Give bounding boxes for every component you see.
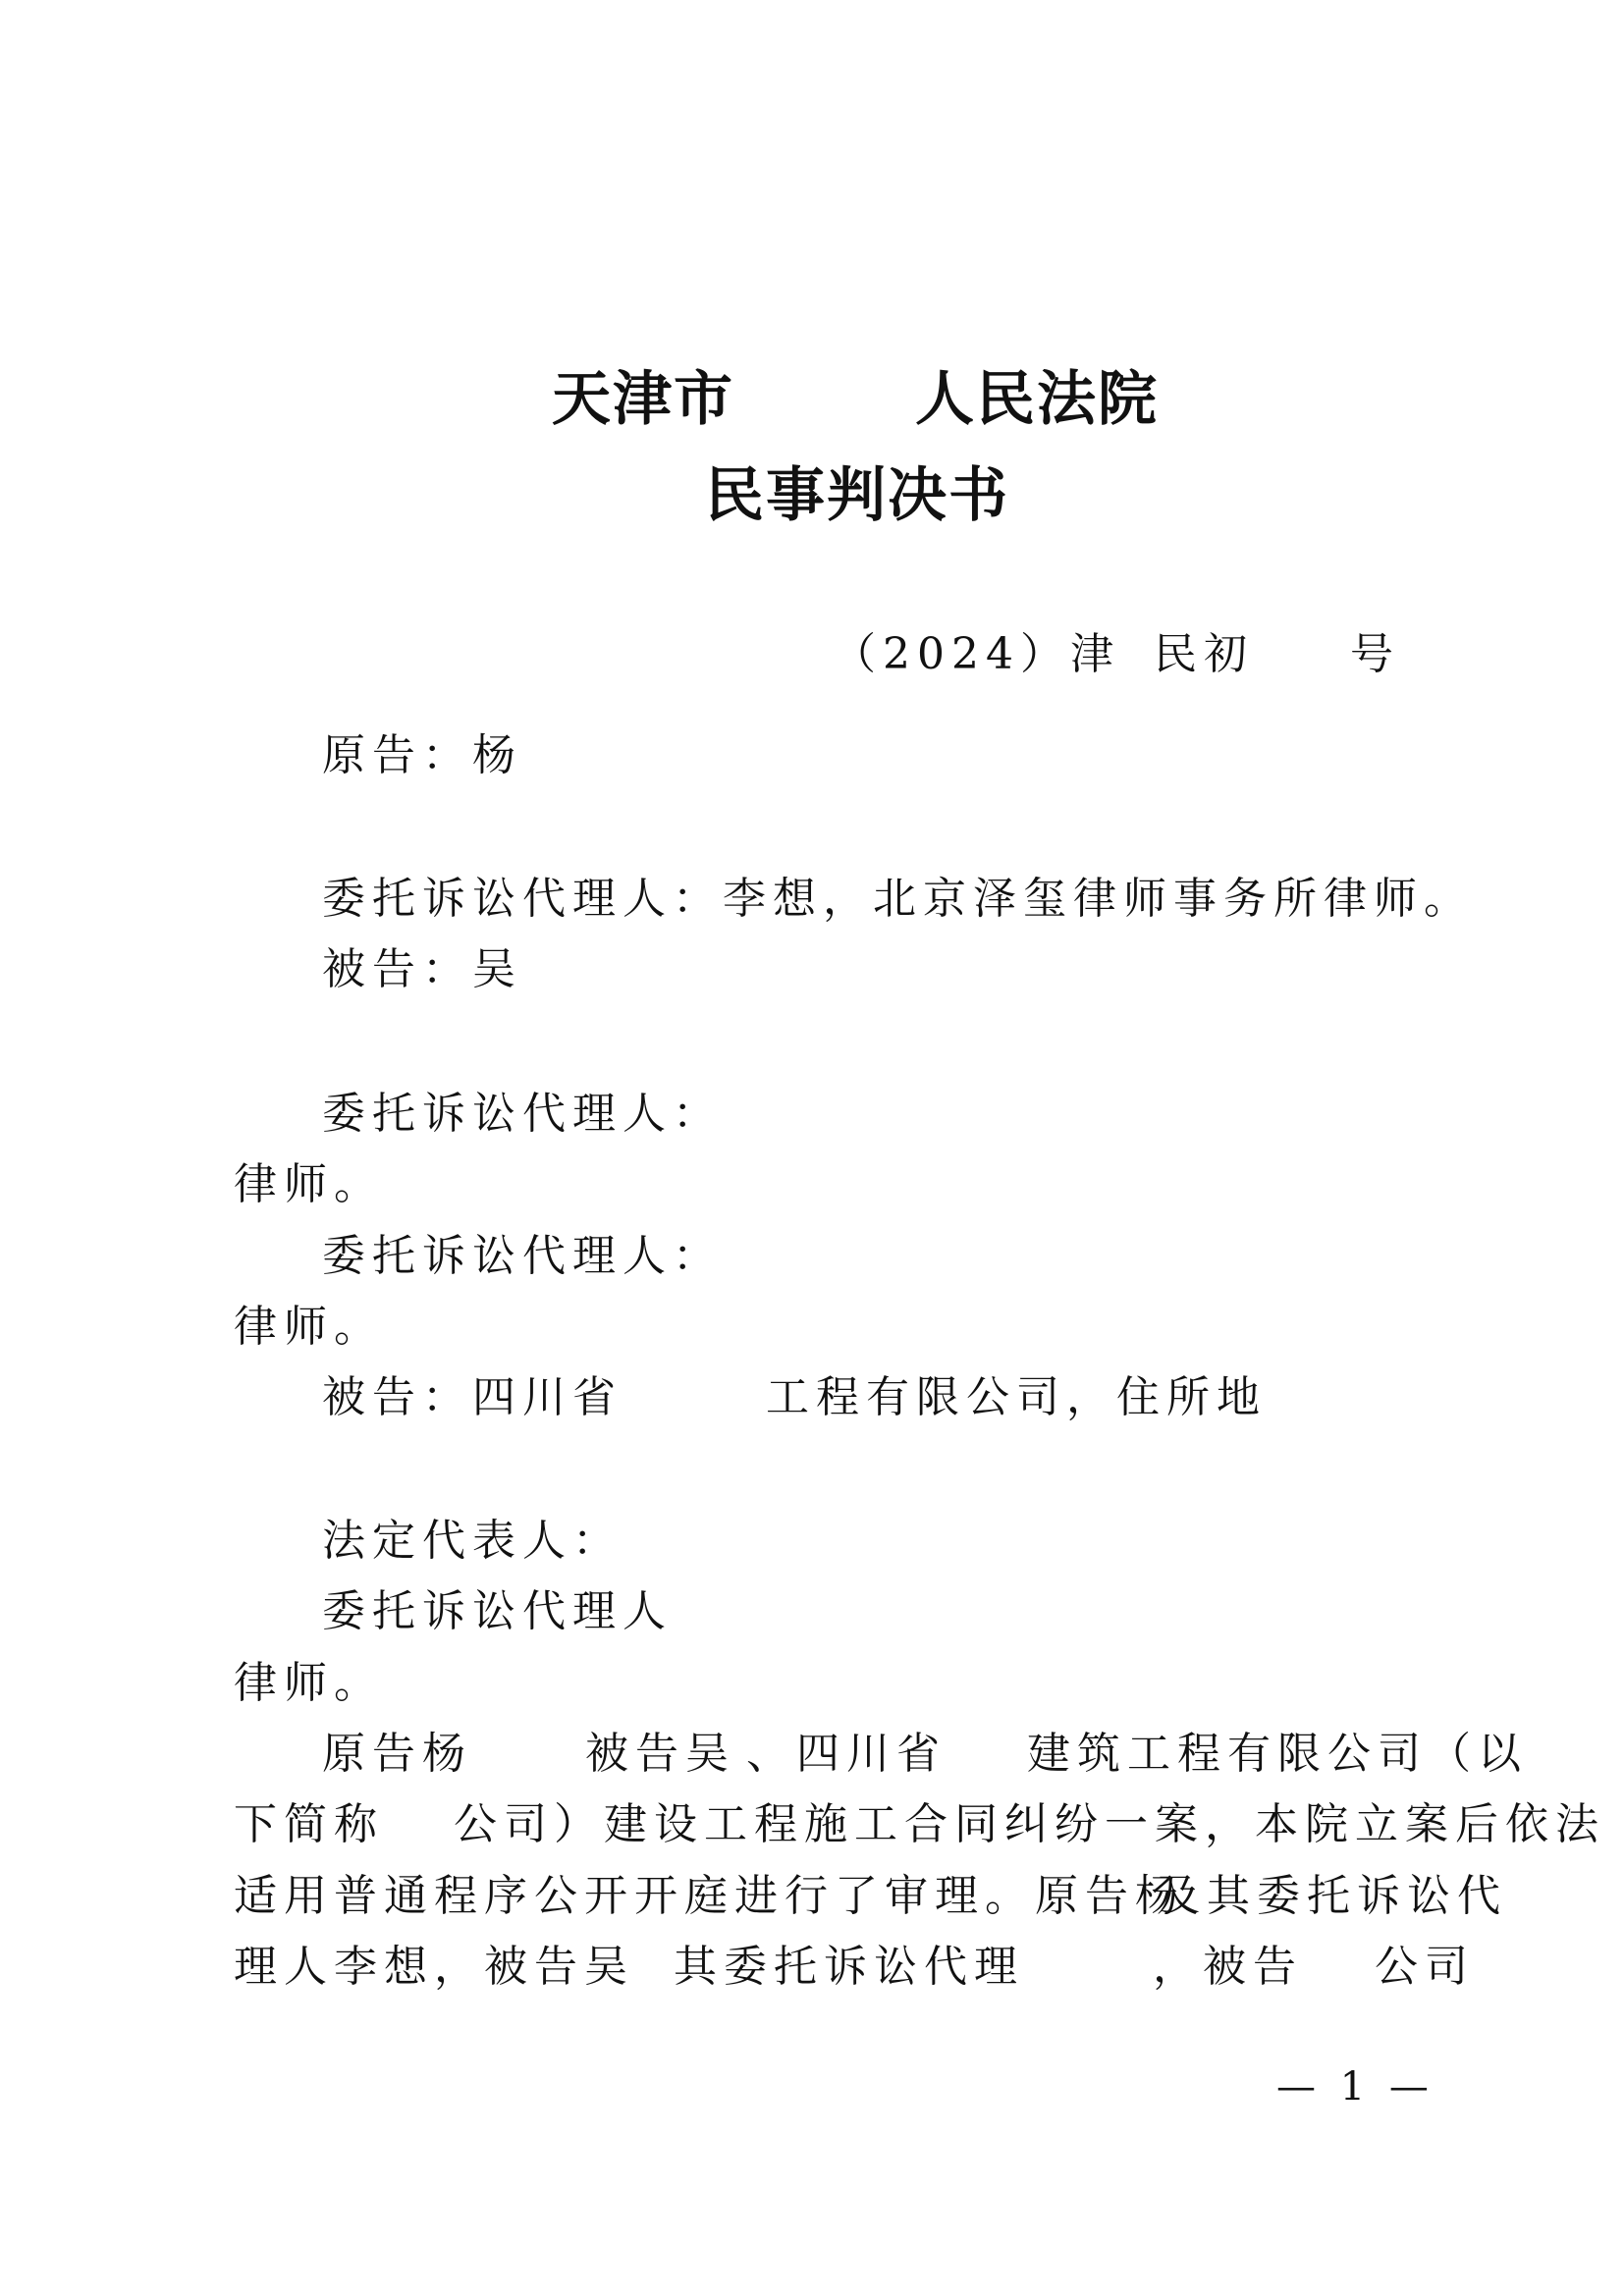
body-line-2b: 公司）建设工程施工合同纠纷一案，本院立案后依法 — [454, 1799, 1605, 1849]
body-line-4b: 其委托诉讼代理 — [674, 1942, 1024, 1992]
body-line-4c: ，被告 — [1153, 1942, 1303, 1992]
defendant1-agent1-line: 委托诉讼代理人： — [322, 1089, 723, 1139]
defendant2-suffix: 工程有限公司，住所地 — [766, 1372, 1267, 1422]
document-title: 民事判决书 — [705, 461, 1009, 530]
legal-representative-line: 法定代表人： — [322, 1516, 623, 1566]
body-line-1b: 被告吴 — [585, 1729, 735, 1779]
case-number-category: 民初 — [1154, 629, 1254, 679]
case-number-year: （2024）津 — [833, 629, 1120, 679]
defendant2-agent-line: 委托诉讼代理人 — [322, 1586, 673, 1636]
body-line-3a: 适用普通程序公开开庭进行了审理。原告杨 — [234, 1871, 1185, 1921]
body-line-1d: 建筑工程有限公司（以 — [1027, 1729, 1528, 1779]
plaintiff-agent-line: 委托诉讼代理人：李想，北京泽玺律师事务所律师。 — [322, 874, 1474, 924]
defendant2-agent-cont: 律师。 — [234, 1658, 384, 1708]
page-number: — 1 — — [1276, 2064, 1435, 2109]
court-city: 天津市 — [552, 365, 734, 434]
defendant1-agent1-cont: 律师。 — [234, 1159, 384, 1209]
body-line-4a: 理人李想，被告吴 — [234, 1942, 634, 1992]
plaintiff-line: 原告：杨 — [322, 730, 522, 780]
defendant1-agent2-line: 委托诉讼代理人： — [322, 1231, 723, 1281]
court-name: 人民法院 — [915, 365, 1159, 434]
body-line-3b: 及其委托诉讼代 — [1157, 1871, 1507, 1921]
body-line-1a: 原告杨 — [322, 1729, 472, 1779]
body-line-4d: 公司 — [1375, 1942, 1475, 1992]
case-number-suffix: 号 — [1350, 629, 1400, 679]
defendant2-prefix: 被告：四川省 — [322, 1372, 623, 1422]
defendant1-agent2-cont: 律师。 — [234, 1302, 384, 1352]
body-line-1c: 、四川省 — [746, 1729, 947, 1779]
body-line-2a: 下简称 — [234, 1799, 384, 1849]
defendant1-line: 被告：吴 — [322, 944, 522, 994]
